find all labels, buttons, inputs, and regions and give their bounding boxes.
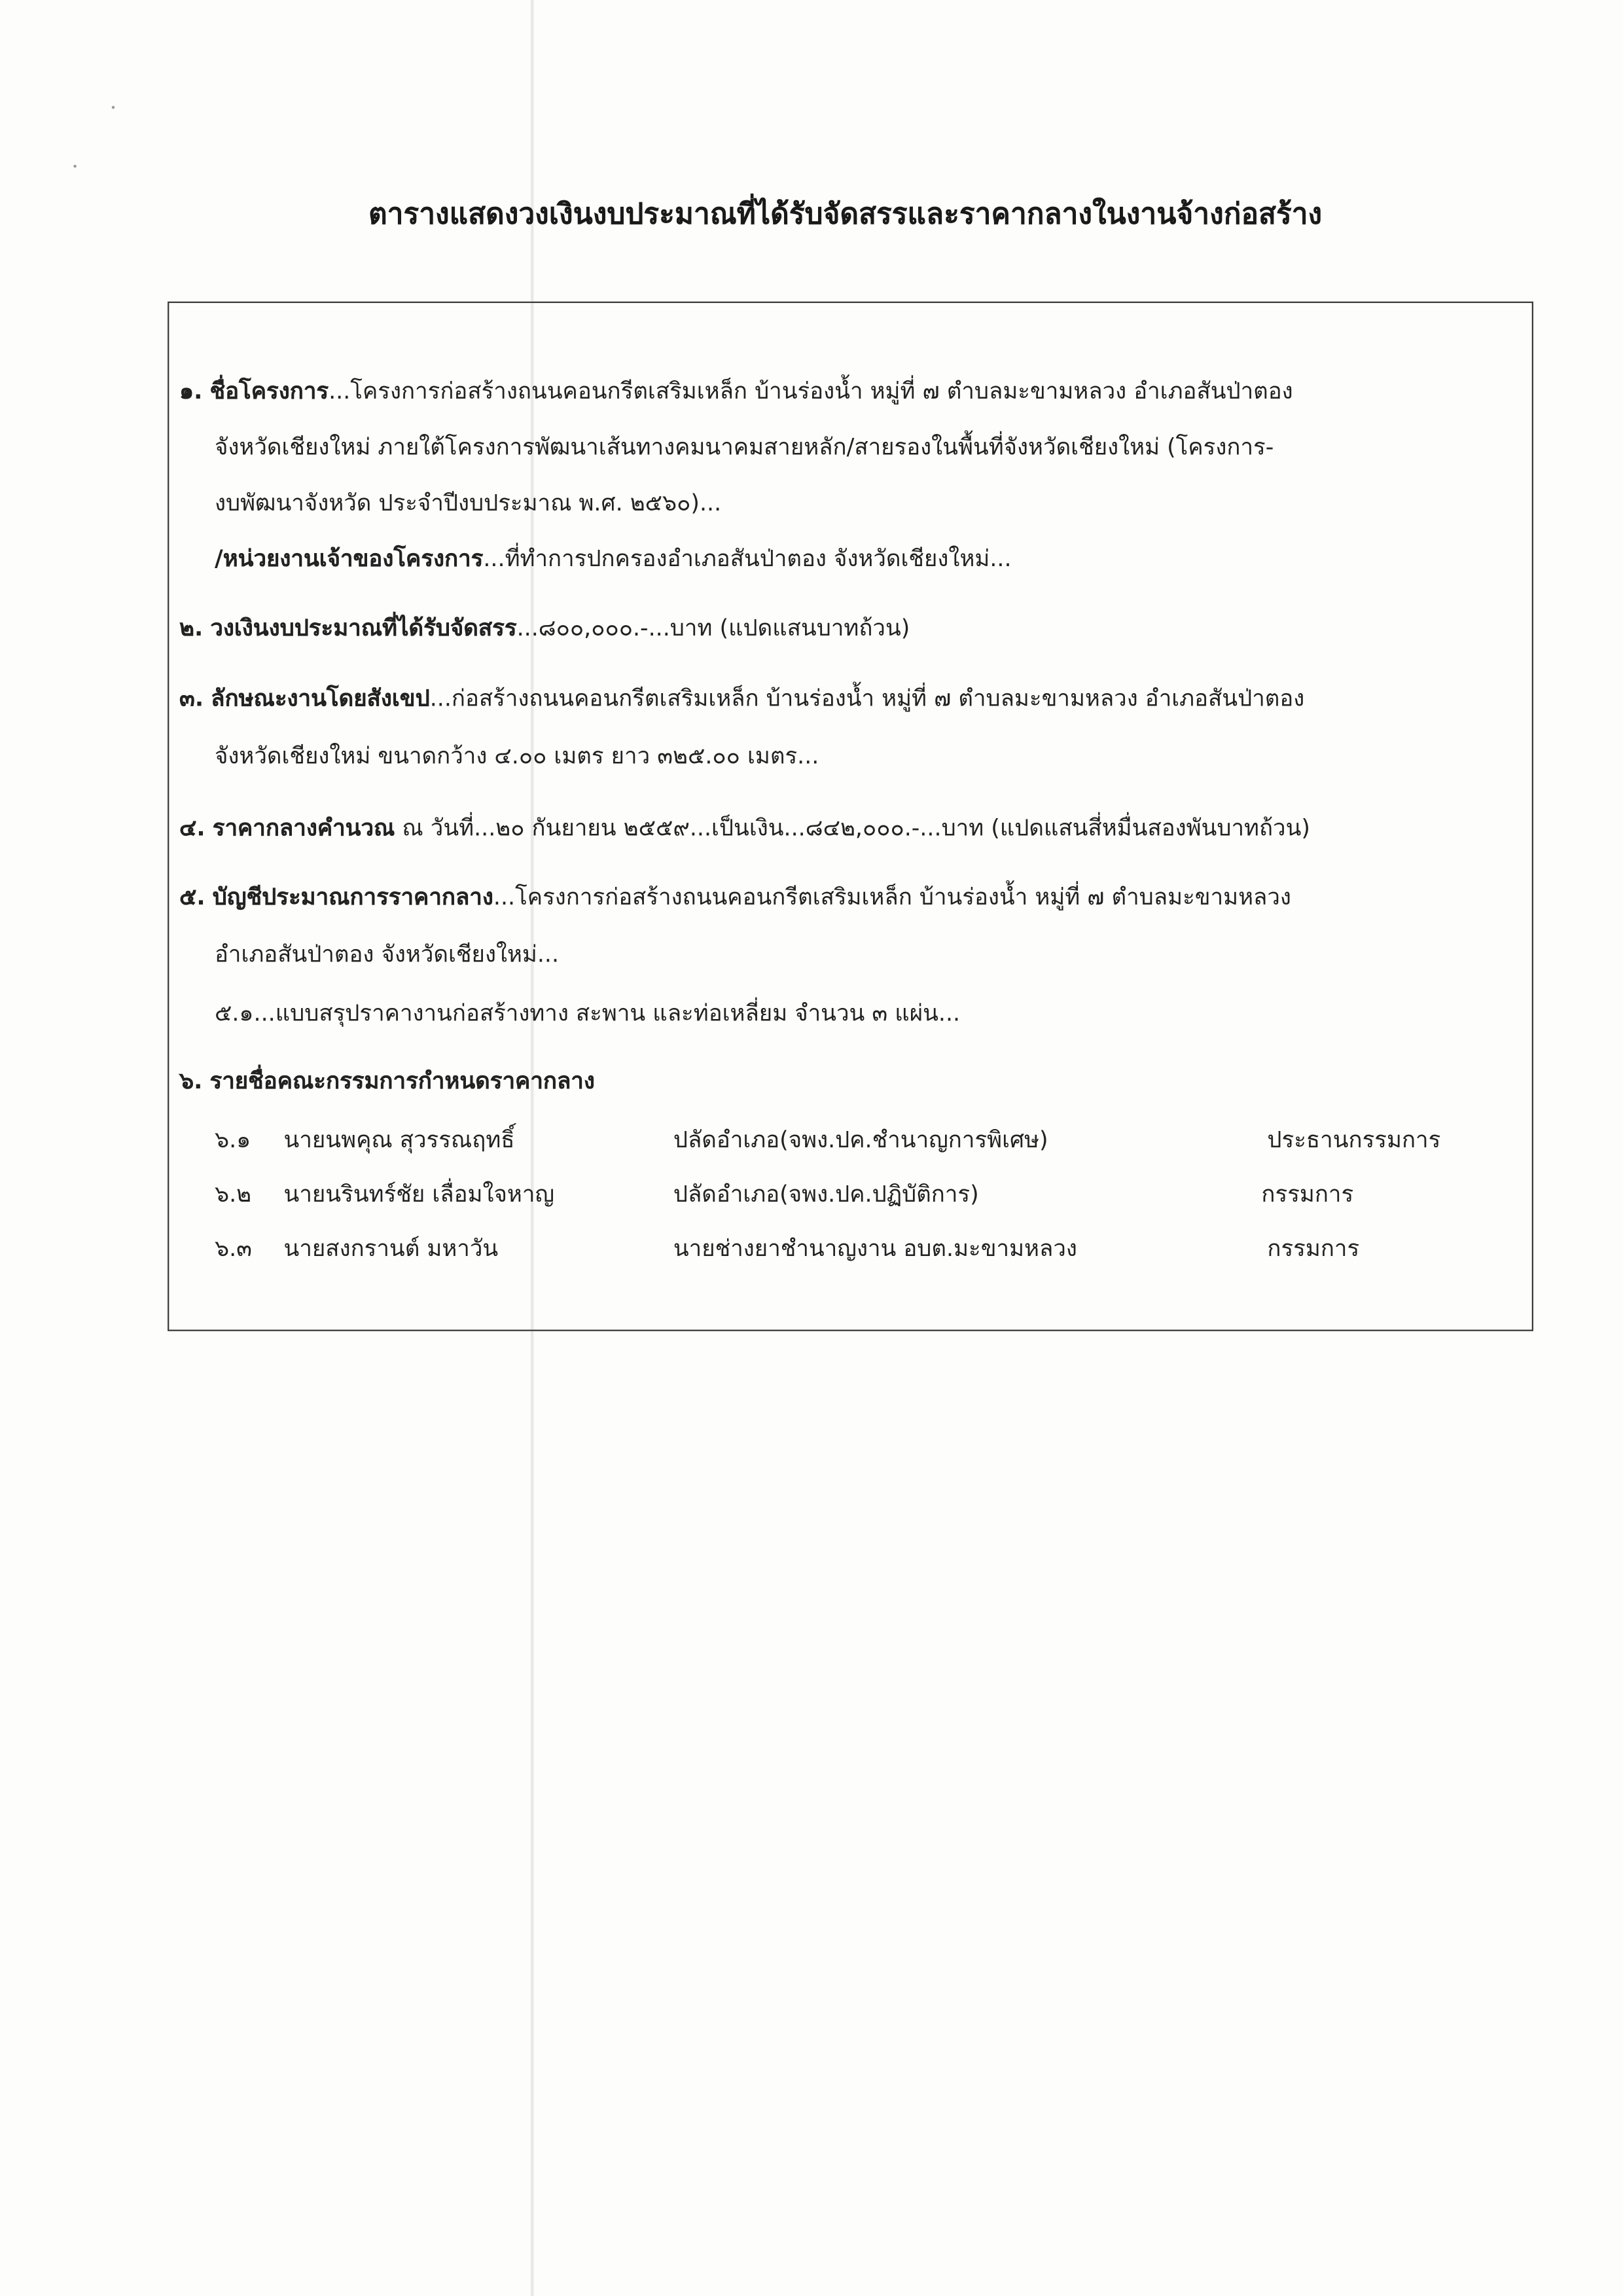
item-1-number: ๑. <box>179 378 203 405</box>
committee-member-3-role: กรรมการ <box>1267 1235 1360 1263</box>
item-1-agency <box>215 540 1012 577</box>
item-1-line-2: จังหวัดเชียงใหม่ ภายใต้โครงการพัฒนาเส้นทางคมนาคมสายหลัก/สายรองในพื้นที่จังหวัดเชียงใหม่ (โครงการ- <box>214 433 1274 461</box>
committee-member-2-name: นายนรินทร์ชัย เลื่อมใจหาญ <box>283 1181 555 1208</box>
item-2-value: ...๘๐๐,๐๐๐.-...บาท (แปดแสนบาทถ้วน) <box>516 615 910 641</box>
scan-speck <box>112 106 115 109</box>
committee-member-1-position: ปลัดอำเภอ(จพง.ปค.ชำนาญการพิเศษ) <box>673 1126 1048 1153</box>
item-3-text-1: ...ก่อสร้างถนนคอนกรีตเสริมเหล็ก บ้านร่องน้ำ หมู่ที่ ๗ ตำบลมะขามหลวง อำเภอสันป่าตอง <box>429 685 1305 712</box>
committee-member-2-position: ปลัดอำเภอ(จพง.ปค.ปฏิบัติการ) <box>673 1181 979 1208</box>
item-1-line-1 <box>179 372 1293 409</box>
committee-member-1-name: นายนพคุณ สุวรรณฤทธิ์ <box>283 1126 515 1153</box>
item-3-label: ลักษณะงานโดยสังเขป <box>211 685 430 712</box>
item-1-line-3: งบพัฒนาจังหวัด ประจำปีงบประมาณ พ.ศ. ๒๕๖๐)... <box>214 490 722 516</box>
item-5-sub-1: ๕.๑...แบบสรุปราคางานก่อสร้างทาง สะพาน และท่อเหลี่ยม จำนวน ๓ แผ่น... <box>214 1000 961 1027</box>
item-4-value: ณ วันที่...๒๐ กันยายน ๒๕๕๙...เป็นเงิน...๘๔๒,๐๐๐.-...บาท (แปดแสนสี่หมื่นสองพันบาทถ้วน) <box>395 815 1310 842</box>
item-4 <box>179 809 1310 846</box>
item-4-label: ราคากลางคำนวณ <box>212 815 395 842</box>
item-5-line-1 <box>179 878 1291 915</box>
item-6-heading <box>179 1062 595 1099</box>
committee-member-3-name: นายสงกรานต์ มหาวัน <box>283 1235 499 1263</box>
item-5-line-2: อำเภอสันป่าตอง จังหวัดเชียงใหม่... <box>214 941 560 968</box>
committee-member-2-role: กรรมการ <box>1261 1181 1354 1208</box>
scan-speck <box>73 165 76 168</box>
item-1-label: ชื่อโครงการ <box>209 378 329 405</box>
item-2-number: ๒. <box>179 615 204 641</box>
item-3-number: ๓. <box>179 685 204 712</box>
item-2 <box>179 609 910 645</box>
item-1-text-1: ...โครงการก่อสร้างถนนคอนกรีตเสริมเหล็ก บ้านร่องน้ำ หมู่ที่ ๗ ตำบลมะขามหลวง อำเภอสันป่าตอง <box>329 378 1293 405</box>
document-title: ตารางแสดงวงเงินงบประมาณที่ได้รับจัดสรรและราคากลางในงานจ้างก่อสร้าง <box>368 197 1323 231</box>
item-1-agency-value: ...ที่ทำการปกครองอำเภอสันป่าตอง จังหวัดเชียงใหม่... <box>483 545 1012 573</box>
item-6-number: ๖. <box>179 1067 203 1094</box>
item-1-agency-label: /หน่วยงานเจ้าของโครงการ <box>214 545 484 573</box>
committee-member-3-position: นายช่างยาชำนาญงาน อบต.มะขามหลวง <box>673 1235 1077 1263</box>
item-3-line-2: จังหวัดเชียงใหม่ ขนาดกว้าง ๔.๐๐ เมตร ยาว ๓๒๕.๐๐ เมตร... <box>214 742 819 770</box>
committee-member-2-no: ๖.๒ <box>214 1181 252 1208</box>
item-4-number: ๔. <box>179 815 205 842</box>
item-5-number: ๕. <box>179 884 205 911</box>
item-3-line-1 <box>179 679 1304 716</box>
item-2-label: วงเงินงบประมาณที่ได้รับจัดสรร <box>210 615 517 641</box>
committee-member-1-role: ประธานกรรมการ <box>1267 1126 1441 1153</box>
item-5-text-1: ...โครงการก่อสร้างถนนคอนกรีตเสริมเหล็ก บ้านร่องน้ำ หมู่ที่ ๗ ตำบลมะขามหลวง <box>493 884 1291 911</box>
item-6-label: รายชื่อคณะกรรมการกำหนดราคากลาง <box>209 1067 595 1094</box>
committee-member-3-no: ๖.๓ <box>214 1235 252 1263</box>
item-5-label: บัญชีประมาณการราคากลาง <box>212 884 493 911</box>
committee-member-1-no: ๖.๑ <box>214 1126 251 1153</box>
